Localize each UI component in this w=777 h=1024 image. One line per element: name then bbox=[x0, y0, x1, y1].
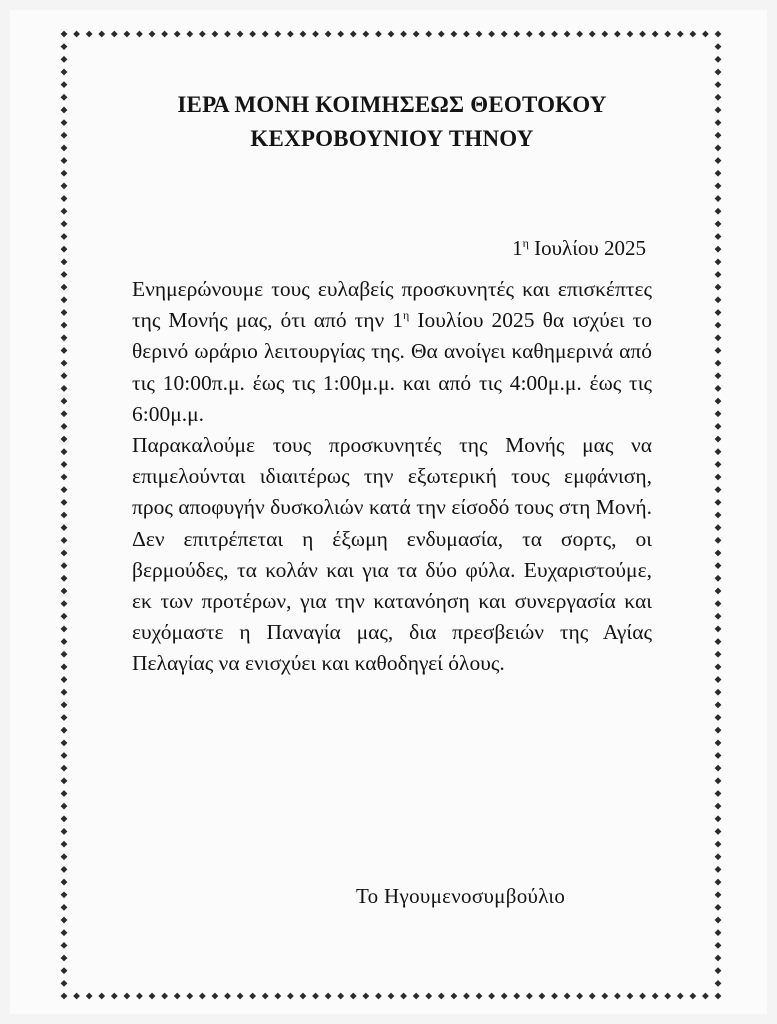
border-diamond bbox=[627, 31, 634, 38]
border-diamond bbox=[61, 866, 68, 873]
border-diamond bbox=[61, 790, 68, 797]
border-diamond bbox=[715, 145, 722, 152]
border-diamond bbox=[61, 334, 68, 341]
border-diamond bbox=[715, 81, 722, 88]
border-diamond bbox=[61, 815, 68, 822]
border-diamond bbox=[61, 891, 68, 898]
border-diamond bbox=[501, 993, 508, 1000]
border-diamond bbox=[61, 233, 68, 240]
border-diamond bbox=[237, 31, 244, 38]
border-diamond bbox=[614, 993, 621, 1000]
border-diamond bbox=[715, 410, 722, 417]
border-diamond bbox=[715, 195, 722, 202]
border-diamond bbox=[136, 993, 143, 1000]
border-diamond bbox=[564, 31, 571, 38]
border-diamond bbox=[262, 993, 269, 1000]
border-diamond bbox=[224, 31, 231, 38]
date-day: 1 bbox=[512, 236, 523, 260]
border-diamond bbox=[61, 398, 68, 405]
border-diamond bbox=[61, 777, 68, 784]
border-diamond bbox=[715, 448, 722, 455]
border-diamond bbox=[199, 31, 206, 38]
border-diamond bbox=[111, 31, 118, 38]
border-diamond bbox=[689, 993, 696, 1000]
border-diamond bbox=[476, 993, 483, 1000]
border-diamond bbox=[715, 803, 722, 810]
border-diamond bbox=[539, 993, 546, 1000]
border-diamond bbox=[438, 31, 445, 38]
border-diamond bbox=[98, 993, 105, 1000]
border-diamond bbox=[715, 233, 722, 240]
border-diamond bbox=[715, 69, 722, 76]
border-diamond bbox=[86, 31, 93, 38]
border-diamond bbox=[488, 993, 495, 1000]
border-diamond bbox=[262, 31, 269, 38]
border-diamond bbox=[61, 322, 68, 329]
border-diamond bbox=[350, 31, 357, 38]
border-diamond bbox=[715, 385, 722, 392]
border-diamond bbox=[375, 31, 382, 38]
border-diamond bbox=[61, 296, 68, 303]
border-diamond bbox=[715, 841, 722, 848]
border-diamond bbox=[715, 777, 722, 784]
border-diamond bbox=[715, 309, 722, 316]
border-diamond bbox=[715, 322, 722, 329]
border-diamond bbox=[186, 993, 193, 1000]
border-diamond bbox=[61, 917, 68, 924]
border-diamond bbox=[715, 296, 722, 303]
border-diamond bbox=[601, 993, 608, 1000]
border-diamond bbox=[325, 993, 332, 1000]
border-diamond bbox=[576, 993, 583, 1000]
border-diamond bbox=[61, 714, 68, 721]
border-diamond bbox=[715, 56, 722, 63]
border-diamond bbox=[325, 31, 332, 38]
border-diamond bbox=[715, 879, 722, 886]
title-line-1: ΙΕΡΑ ΜΟΝΗ ΚΟΙΜΗΣΕΩΣ ΘΕΟΤΟΚΟΥ bbox=[177, 92, 607, 117]
border-diamond bbox=[136, 31, 143, 38]
border-diamond bbox=[61, 94, 68, 101]
border-diamond bbox=[350, 993, 357, 1000]
border-diamond bbox=[715, 94, 722, 101]
border-diamond bbox=[715, 550, 722, 557]
border-diamond bbox=[274, 993, 281, 1000]
border-diamond bbox=[715, 714, 722, 721]
border-diamond bbox=[61, 157, 68, 164]
border-diamond bbox=[463, 31, 470, 38]
border-diamond bbox=[73, 31, 80, 38]
border-diamond bbox=[61, 486, 68, 493]
border-diamond bbox=[614, 31, 621, 38]
border-diamond bbox=[61, 195, 68, 202]
border-diamond bbox=[61, 360, 68, 367]
border-diamond bbox=[61, 107, 68, 114]
border-diamond bbox=[564, 993, 571, 1000]
border-diamond bbox=[73, 993, 80, 1000]
border-diamond bbox=[715, 258, 722, 265]
notice-body bbox=[132, 274, 652, 680]
border-diamond bbox=[576, 31, 583, 38]
border-diamond bbox=[61, 347, 68, 354]
border-diamond bbox=[715, 208, 722, 215]
border-diamond bbox=[61, 663, 68, 670]
border-diamond bbox=[199, 993, 206, 1000]
border-diamond bbox=[715, 486, 722, 493]
border-diamond bbox=[61, 56, 68, 63]
border-diamond bbox=[413, 31, 420, 38]
border-diamond bbox=[61, 853, 68, 860]
border-diamond bbox=[715, 651, 722, 658]
border-diamond bbox=[61, 474, 68, 481]
border-diamond bbox=[61, 739, 68, 746]
border-diamond bbox=[61, 220, 68, 227]
border-diamond bbox=[413, 993, 420, 1000]
border-diamond bbox=[589, 993, 596, 1000]
border-diamond bbox=[715, 334, 722, 341]
border-diamond bbox=[61, 524, 68, 531]
border-diamond bbox=[274, 31, 281, 38]
notice-date bbox=[132, 234, 646, 262]
border-diamond bbox=[61, 423, 68, 430]
border-diamond bbox=[689, 31, 696, 38]
border-diamond bbox=[61, 385, 68, 392]
border-diamond bbox=[450, 31, 457, 38]
border-diamond bbox=[450, 993, 457, 1000]
border-diamond bbox=[513, 31, 520, 38]
border-diamond bbox=[287, 31, 294, 38]
border-diamond bbox=[539, 31, 546, 38]
border-diamond bbox=[61, 69, 68, 76]
border-diamond bbox=[61, 448, 68, 455]
border-diamond bbox=[664, 993, 671, 1000]
border-diamond bbox=[61, 676, 68, 683]
border-diamond bbox=[111, 993, 118, 1000]
border-diamond bbox=[715, 790, 722, 797]
paragraph-1-part-a: Ενημερώνουμε τους ευλαβείς προσκυνητές και επισκέπτες της Μονής μας, ότι από την 1 bbox=[132, 277, 652, 333]
border-diamond bbox=[149, 31, 156, 38]
border-diamond bbox=[715, 815, 722, 822]
paragraph-summer-hours bbox=[132, 274, 652, 430]
border-diamond bbox=[61, 246, 68, 253]
border-diamond bbox=[715, 284, 722, 291]
border-diamond bbox=[61, 689, 68, 696]
border-diamond bbox=[61, 942, 68, 949]
border-diamond bbox=[61, 967, 68, 974]
border-diamond bbox=[551, 31, 558, 38]
border-diamond bbox=[61, 43, 68, 50]
border-diamond bbox=[652, 31, 659, 38]
border-diamond bbox=[715, 727, 722, 734]
border-diamond bbox=[61, 828, 68, 835]
border-diamond bbox=[715, 904, 722, 911]
paragraph-1-ordinal: η bbox=[403, 308, 410, 323]
notice-content bbox=[132, 88, 652, 680]
border-diamond bbox=[715, 524, 722, 531]
border-diamond bbox=[61, 626, 68, 633]
border-diamond bbox=[98, 31, 105, 38]
border-diamond bbox=[715, 398, 722, 405]
border-diamond bbox=[61, 284, 68, 291]
border-diamond bbox=[249, 31, 256, 38]
border-diamond bbox=[388, 31, 395, 38]
border-diamond bbox=[86, 993, 93, 1000]
border-diamond bbox=[61, 537, 68, 544]
border-diamond bbox=[715, 423, 722, 430]
border-diamond bbox=[715, 575, 722, 582]
title-line-2: ΚΕΧΡΟΒΟΥΝΙΟΥ ΤΗΝΟΥ bbox=[250, 126, 534, 151]
border-diamond bbox=[715, 917, 722, 924]
border-diamond bbox=[715, 739, 722, 746]
border-diamond bbox=[526, 993, 533, 1000]
border-diamond bbox=[715, 828, 722, 835]
border-diamond bbox=[677, 993, 684, 1000]
border-diamond bbox=[715, 942, 722, 949]
border-diamond bbox=[715, 360, 722, 367]
border-diamond bbox=[287, 993, 294, 1000]
border-diamond bbox=[61, 372, 68, 379]
border-diamond bbox=[312, 31, 319, 38]
border-diamond bbox=[375, 993, 382, 1000]
border-diamond bbox=[61, 638, 68, 645]
border-diamond bbox=[715, 461, 722, 468]
border-diamond bbox=[61, 182, 68, 189]
border-diamond bbox=[715, 512, 722, 519]
border-diamond bbox=[715, 436, 722, 443]
border-diamond bbox=[715, 588, 722, 595]
border-diamond bbox=[61, 132, 68, 139]
border-diamond bbox=[61, 309, 68, 316]
border-diamond bbox=[161, 31, 168, 38]
border-diamond bbox=[312, 993, 319, 1000]
border-diamond bbox=[61, 81, 68, 88]
date-ordinal: η bbox=[522, 236, 529, 250]
border-diamond bbox=[61, 600, 68, 607]
border-diamond bbox=[300, 31, 307, 38]
border-diamond bbox=[237, 993, 244, 1000]
border-diamond bbox=[61, 550, 68, 557]
paragraph-1-part-b: Ιουλίου 2025 θα ισχύει το θερινό ωράριο λειτουργίας της. Θα ανοίγει καθημερινά από τις 10:00π.μ. έως τις 1:00μ.μ. και από τις 4:00μ.μ. έως τις 6:00μ.μ. bbox=[132, 308, 652, 426]
border-diamond bbox=[61, 613, 68, 620]
border-diamond bbox=[149, 993, 156, 1000]
border-diamond bbox=[438, 993, 445, 1000]
border-diamond bbox=[186, 31, 193, 38]
border-diamond bbox=[526, 31, 533, 38]
border-diamond bbox=[61, 410, 68, 417]
border-diamond bbox=[61, 701, 68, 708]
border-diamond bbox=[715, 499, 722, 506]
border-diamond bbox=[61, 208, 68, 215]
border-diamond bbox=[715, 220, 722, 227]
border-diamond bbox=[123, 31, 130, 38]
border-diamond bbox=[715, 43, 722, 50]
border-diamond bbox=[715, 271, 722, 278]
border-diamond bbox=[513, 993, 520, 1000]
border-diamond bbox=[362, 31, 369, 38]
border-diamond bbox=[61, 929, 68, 936]
border-diamond bbox=[61, 575, 68, 582]
border-diamond bbox=[501, 31, 508, 38]
signature-council: Το Ηγουμενοσυμβούλιο bbox=[356, 884, 566, 908]
border-diamond bbox=[715, 626, 722, 633]
border-diamond bbox=[715, 613, 722, 620]
border-diamond bbox=[61, 461, 68, 468]
border-diamond bbox=[61, 512, 68, 519]
border-diamond bbox=[388, 993, 395, 1000]
border-diamond bbox=[715, 157, 722, 164]
border-diamond bbox=[61, 562, 68, 569]
border-diamond bbox=[589, 31, 596, 38]
border-diamond bbox=[715, 689, 722, 696]
border-diamond bbox=[161, 993, 168, 1000]
border-diamond bbox=[123, 993, 130, 1000]
border-diamond bbox=[174, 31, 181, 38]
border-diamond bbox=[715, 765, 722, 772]
border-diamond bbox=[61, 119, 68, 126]
border-diamond bbox=[61, 980, 68, 987]
border-diamond bbox=[715, 853, 722, 860]
border-diamond bbox=[715, 752, 722, 759]
border-diamond bbox=[702, 31, 709, 38]
border-diamond bbox=[425, 993, 432, 1000]
border-diamond bbox=[715, 600, 722, 607]
border-diamond bbox=[715, 246, 722, 253]
border-diamond bbox=[61, 955, 68, 962]
border-diamond bbox=[627, 993, 634, 1000]
border-diamond bbox=[715, 891, 722, 898]
border-diamond bbox=[488, 31, 495, 38]
border-diamond bbox=[715, 866, 722, 873]
border-diamond bbox=[61, 436, 68, 443]
border-diamond bbox=[61, 904, 68, 911]
border-diamond bbox=[174, 993, 181, 1000]
border-diamond bbox=[715, 372, 722, 379]
border-diamond bbox=[400, 993, 407, 1000]
border-diamond bbox=[212, 31, 219, 38]
border-diamond bbox=[61, 841, 68, 848]
monastery-title bbox=[132, 88, 652, 156]
border-diamond bbox=[61, 765, 68, 772]
border-diamond bbox=[715, 119, 722, 126]
border-diamond bbox=[715, 132, 722, 139]
border-diamond bbox=[664, 31, 671, 38]
border-diamond bbox=[61, 651, 68, 658]
border-diamond bbox=[476, 31, 483, 38]
border-diamond bbox=[61, 752, 68, 759]
border-diamond bbox=[224, 993, 231, 1000]
border-diamond bbox=[677, 31, 684, 38]
border-diamond bbox=[601, 31, 608, 38]
border-diamond bbox=[715, 347, 722, 354]
border-diamond bbox=[715, 980, 722, 987]
border-diamond bbox=[715, 562, 722, 569]
border-diamond bbox=[551, 993, 558, 1000]
border-diamond bbox=[61, 145, 68, 152]
border-diamond bbox=[61, 727, 68, 734]
date-month-year: Ιουλίου 2025 bbox=[528, 236, 646, 260]
border-diamond bbox=[715, 993, 722, 1000]
border-diamond bbox=[61, 271, 68, 278]
border-diamond bbox=[337, 31, 344, 38]
border-diamond bbox=[61, 803, 68, 810]
border-diamond bbox=[425, 31, 432, 38]
border-diamond bbox=[639, 31, 646, 38]
border-diamond bbox=[715, 955, 722, 962]
border-diamond bbox=[61, 879, 68, 886]
border-diamond bbox=[715, 701, 722, 708]
border-diamond bbox=[61, 258, 68, 265]
border-diamond bbox=[400, 31, 407, 38]
border-diamond bbox=[212, 993, 219, 1000]
border-diamond bbox=[715, 929, 722, 936]
border-diamond bbox=[61, 499, 68, 506]
border-diamond bbox=[715, 170, 722, 177]
border-diamond bbox=[61, 588, 68, 595]
border-diamond bbox=[463, 993, 470, 1000]
border-diamond bbox=[61, 31, 68, 38]
border-diamond bbox=[652, 993, 659, 1000]
border-diamond bbox=[61, 170, 68, 177]
border-diamond bbox=[715, 638, 722, 645]
border-diamond bbox=[715, 107, 722, 114]
border-diamond bbox=[715, 31, 722, 38]
paragraph-dress-code: Παρακαλούμε τους προσκυνητές της Μονής μας να επιμελούνται ιδιαιτέρως την εξωτερική τους εμφάνιση, προς αποφυγήν δυσκολιών κατά την είσοδό τους στη Μονή. Δεν επιτρέπεται η έξωμη ενδυμασία, τα σορτς, οι βερμούδες, τα κολάν και για τα δύο φύλα. Ευχαριστούμε, εκ των προτέρων, για την κατανόηση και συνεργασία και ευχόμαστε η Παναγία μας, δια πρεσβειών της Αγίας Πελαγίας να ενισχύει και καθοδηγεί όλους. bbox=[132, 433, 652, 676]
border-diamond bbox=[715, 537, 722, 544]
border-diamond bbox=[702, 993, 709, 1000]
border-diamond bbox=[61, 993, 68, 1000]
border-diamond bbox=[362, 993, 369, 1000]
border-diamond bbox=[639, 993, 646, 1000]
border-diamond bbox=[715, 967, 722, 974]
border-diamond bbox=[715, 663, 722, 670]
border-diamond bbox=[715, 474, 722, 481]
border-diamond bbox=[249, 993, 256, 1000]
border-diamond bbox=[715, 676, 722, 683]
border-diamond bbox=[300, 993, 307, 1000]
border-diamond bbox=[337, 993, 344, 1000]
border-diamond bbox=[715, 182, 722, 189]
